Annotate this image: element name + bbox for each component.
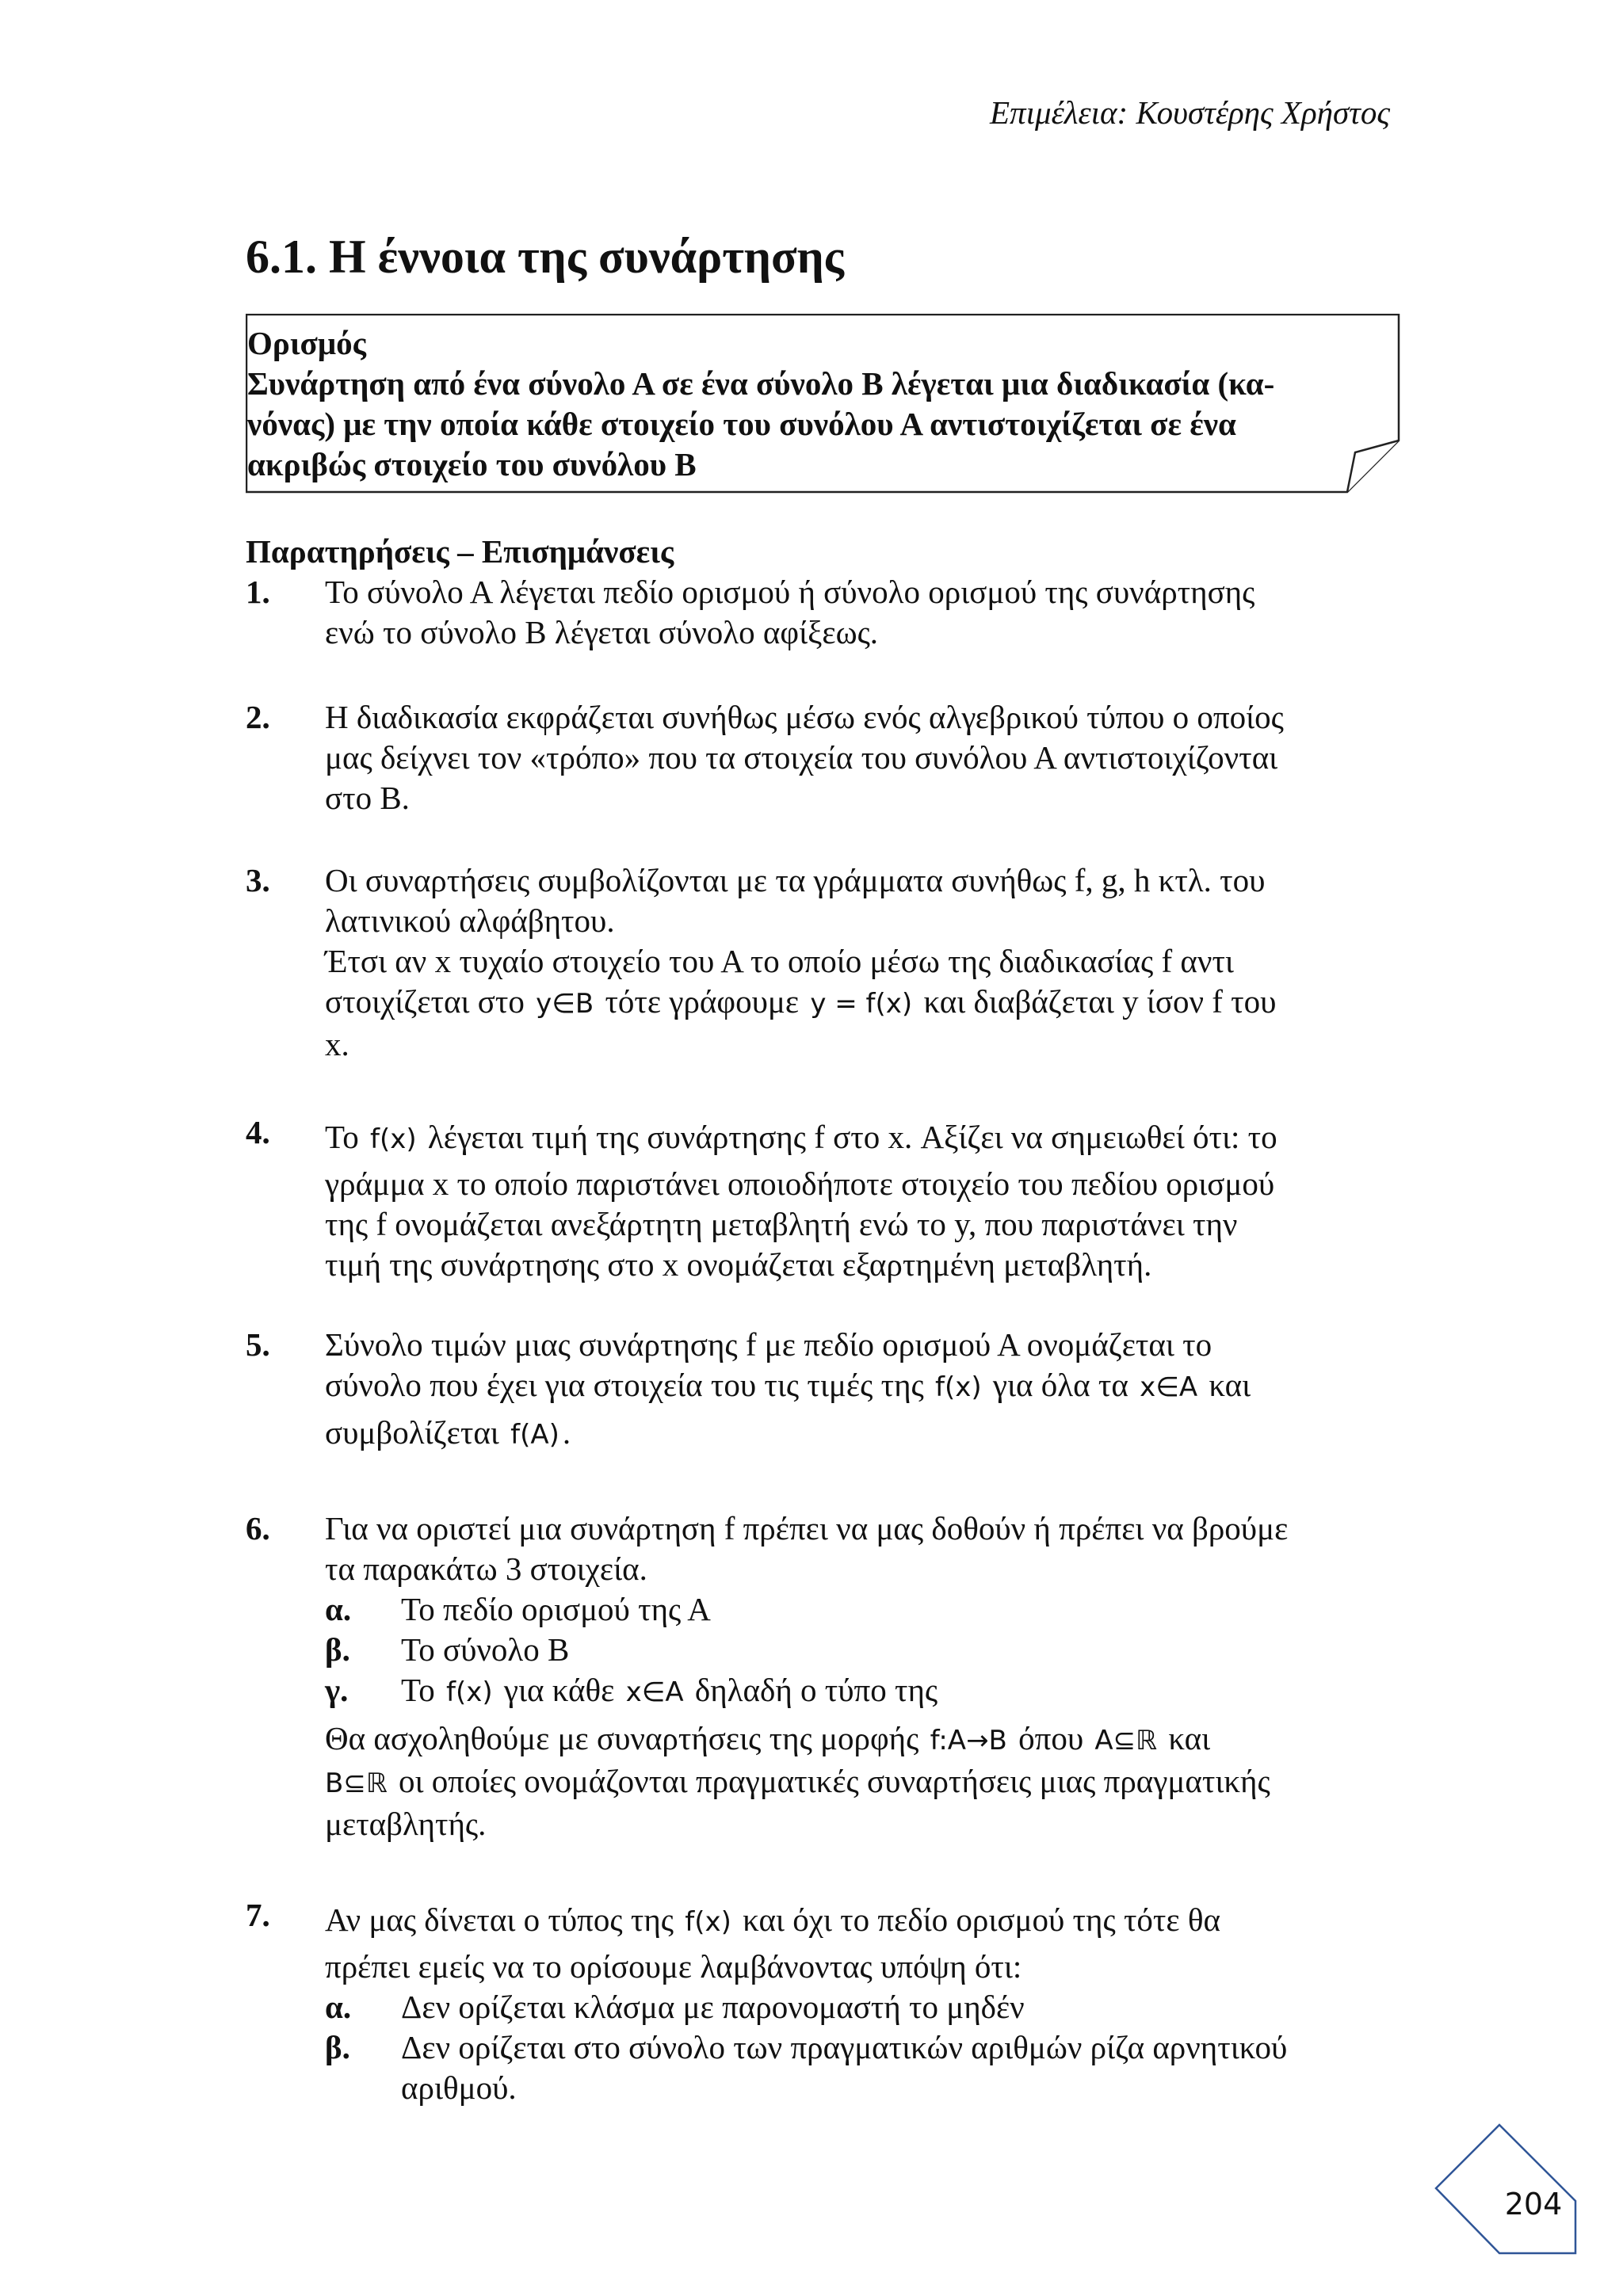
item-line: Αν μας δίνεται ο τύπος της f(x) και όχι το πεδίο ορισμού της τότε θα bbox=[325, 1901, 1220, 1938]
math-expression: B⊆ℝ bbox=[325, 1768, 388, 1799]
item-line: Για να οριστεί μια συνάρτηση f πρέπει να μας δοθούν ή πρέπει να βρούμε bbox=[325, 1510, 1289, 1547]
item-number: 7. bbox=[246, 1897, 270, 1933]
item-line: Το σύνολο Α λέγεται πεδίο ορισμού ή σύνολο ορισμού της συνάρτησης bbox=[325, 574, 1255, 610]
sub-item-label: α. bbox=[325, 1989, 352, 2025]
sub-item bbox=[325, 1987, 1395, 2027]
math-expression: x∈A bbox=[625, 1676, 684, 1708]
item-number: 1. bbox=[246, 574, 270, 610]
item-line: γράμμα x το οποίο παριστάνει οποιοδήποτε στοιχείο του πεδίου ορισμού bbox=[325, 1165, 1275, 1202]
item-line: Το f(x) λέγεται τιμή της συνάρτησης f στο x. Αξίζει να σημειωθεί ότι: το bbox=[325, 1119, 1277, 1155]
math-expression: f:A→B bbox=[930, 1725, 1007, 1756]
sub-item-text: Δεν ορίζεται κλάσμα με παρονομαστή το μηδέν bbox=[401, 1989, 1025, 2025]
sub-item bbox=[325, 1630, 1395, 1670]
item-line: στοιχίζεται στο y∈B τότε γράφουμε y = f(x) και διαβάζεται y ίσον f του bbox=[325, 983, 1277, 1020]
item-line: τιμή της συνάρτησης στο x ονομάζεται εξαρτημένη μεταβλητή. bbox=[325, 1246, 1152, 1283]
definition-line: ακριβώς στοιχείο του συνόλου Β bbox=[247, 446, 697, 482]
item-line: πρέπει εμείς να το ορίσουμε λαμβάνοντας υπόψη ότι: bbox=[325, 1948, 1022, 1985]
page-number: 204 bbox=[1504, 2187, 1563, 2222]
item-line: B⊆ℝ οι οποίες ονομάζονται πραγματικές συναρτήσεις μιας πραγματικής bbox=[325, 1763, 1270, 1799]
item-line: ενώ το σύνολο Β λέγεται σύνολο αφίξεως. bbox=[325, 614, 879, 650]
sub-item-text: Δεν ορίζεται στο σύνολο των πραγματικών αριθμών ρίζα αρνητικού bbox=[401, 2029, 1288, 2065]
sub-item bbox=[325, 1670, 1395, 1711]
math-expression: f(A) bbox=[510, 1419, 559, 1451]
math-expression: f(x) bbox=[369, 1123, 417, 1155]
definition-label: Ορισμός bbox=[247, 325, 366, 361]
math-expression: f(x) bbox=[445, 1676, 493, 1708]
sub-item bbox=[325, 1589, 1395, 1630]
item-number: 4. bbox=[246, 1114, 270, 1150]
item-line: λατινικού αλφάβητου. bbox=[325, 902, 615, 939]
item-number: 2. bbox=[246, 699, 270, 735]
item-line: της f ονομάζεται ανεξάρτητη μεταβλητή ενώ το y, που παριστάνει την bbox=[325, 1206, 1238, 1242]
sub-item-label: γ. bbox=[325, 1672, 349, 1708]
sub-item bbox=[325, 2027, 1395, 2068]
section-title: 6.1. Η έννοια της συνάρτησης bbox=[246, 231, 844, 283]
remarks-title: Παρατηρήσεις – Επισημάνσεις bbox=[246, 533, 674, 570]
math-expression: y = f(x) bbox=[810, 988, 913, 1020]
sub-item-text: αριθμού. bbox=[401, 2069, 517, 2106]
item-line: στο Β. bbox=[325, 780, 410, 816]
page-header-author: Επιμέλεια: Κουστέρης Χρήστος bbox=[990, 94, 1390, 131]
definition-line: νόνας) με την οποία κάθε στοιχείο του συνόλου Α αντιστοιχίζεται σε ένα bbox=[247, 406, 1236, 442]
math-expression: f(x) bbox=[935, 1371, 982, 1403]
item-line: Οι συναρτήσεις συμβολίζονται με τα γράμματα συνήθως f, g, h κτλ. του bbox=[325, 862, 1266, 898]
sub-item-label: β. bbox=[325, 1631, 350, 1668]
sub-item-label: β. bbox=[325, 2029, 350, 2065]
item-line: x. bbox=[325, 1026, 349, 1062]
item-line: συμβολίζεται f(A). bbox=[325, 1414, 571, 1451]
item-line: Η διαδικασία εκφράζεται συνήθως μέσω ενός αλγεβρικού τύπου ο οποίος bbox=[325, 699, 1284, 735]
item-line: Θα ασχοληθούμε με συναρτήσεις της μορφής f:A→B όπου A⊆ℝ και bbox=[325, 1720, 1211, 1756]
math-expression: x∈A bbox=[1140, 1371, 1198, 1403]
sub-item-text: Το πεδίο ορισμού της Α bbox=[401, 1591, 711, 1627]
item-line: σύνολο που έχει για στοιχεία του τις τιμές της f(x) για όλα τα x∈A και bbox=[325, 1367, 1251, 1403]
sub-item-text: Το σύνολο Β bbox=[401, 1631, 570, 1668]
item-line: μεταβλητής. bbox=[325, 1806, 487, 1842]
definition-line: Συνάρτηση από ένα σύνολο Α σε ένα σύνολο Β λέγεται μια διαδικασία (κα- bbox=[247, 365, 1275, 402]
sub-item-text: Το f(x) για κάθε x∈A δηλαδή ο τύπο της bbox=[401, 1672, 938, 1708]
item-number: 5. bbox=[246, 1326, 270, 1363]
math-expression: A⊆ℝ bbox=[1094, 1725, 1158, 1756]
item-line: Σύνολο τιμών μιας συνάρτησης f με πεδίο ορισμού Α ονομάζεται το bbox=[325, 1326, 1212, 1363]
math-expression: f(x) bbox=[685, 1906, 731, 1938]
item-number: 3. bbox=[246, 862, 270, 898]
item-line: τα παρακάτω 3 στοιχεία. bbox=[325, 1550, 647, 1587]
item-line: Έτσι αν x τυχαίο στοιχείο του Α το οποίο μέσω της διαδικασίας f αντι bbox=[325, 943, 1234, 979]
math-expression: y∈B bbox=[536, 988, 594, 1020]
item-line: μας δείχνει τον «τρόπο» που τα στοιχεία του συνόλου Α αντιστοιχίζονται bbox=[325, 739, 1278, 776]
sub-item bbox=[325, 2068, 1395, 2108]
definition-box bbox=[246, 314, 1400, 491]
page-number-badge bbox=[1434, 2123, 1577, 2258]
item-number: 6. bbox=[246, 1510, 270, 1547]
sub-item-label: α. bbox=[325, 1591, 352, 1627]
